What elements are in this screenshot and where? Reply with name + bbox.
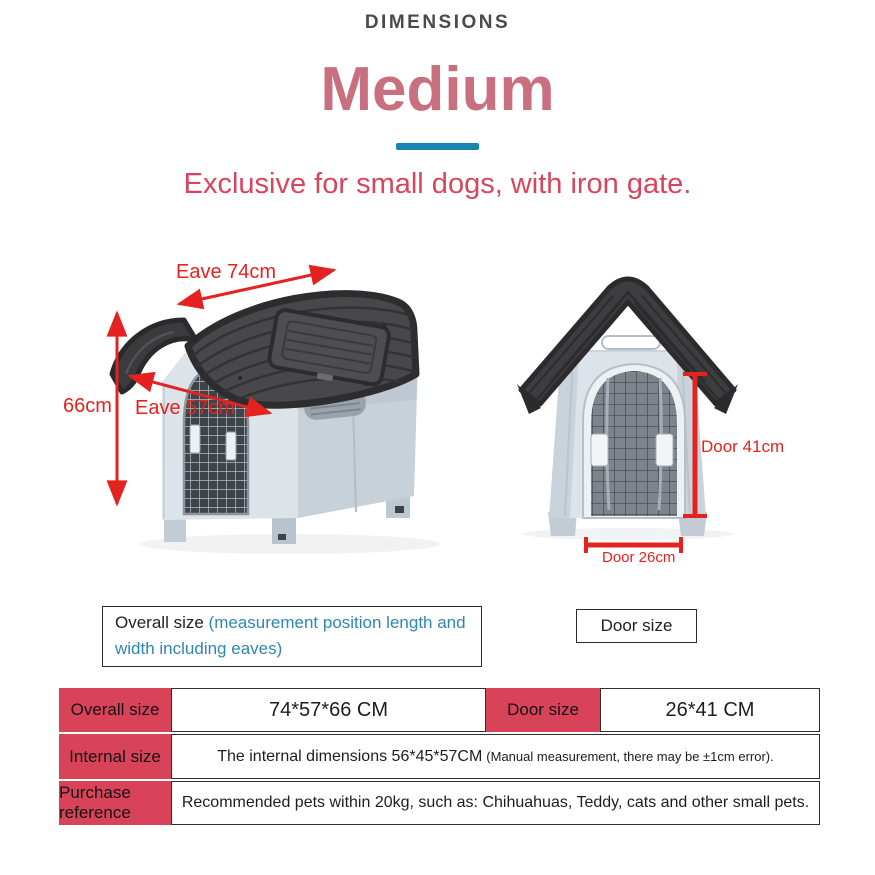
divider-bar <box>396 143 479 150</box>
door-width-label: Door 26cm <box>602 549 676 566</box>
table-row1-value-door: 26*41 CM <box>600 688 820 732</box>
door-size-callout-label: Door size <box>600 616 673 635</box>
eave-depth-label: Eave 57cm <box>135 397 236 419</box>
table-row1-value-overall: 74*57*66 CM <box>171 688 486 732</box>
dog-house-front-view-image <box>515 272 740 540</box>
gate-latch-right <box>226 432 236 460</box>
eave-width-label: Eave 74cm <box>176 261 277 283</box>
overall-size-callout <box>102 606 482 667</box>
door-size-callout <box>576 609 697 643</box>
wire-gate <box>583 364 685 518</box>
table-row3-label-reference: Purchase reference <box>59 781 171 825</box>
gate-latch-left <box>591 434 608 466</box>
page-subtitle: Exclusive for small dogs, with iron gate. <box>183 168 692 200</box>
overall-size-callout-label: Overall size <box>115 613 204 632</box>
internal-size-note: (Manual measurement, there may be ±1cm error). <box>486 749 774 764</box>
gate-latch-right <box>656 434 673 466</box>
top-handle-slot <box>602 336 660 349</box>
page-title: Medium <box>320 55 555 124</box>
overall-size-callout-note: (measurement position length and width including eaves) <box>115 613 466 658</box>
table-row1-label-overall: Overall size <box>59 688 171 732</box>
table-row2-value-internal <box>171 734 820 779</box>
table-row3-value-reference: Recommended pets within 20kg, such as: Chihuahuas, Teddy, cats and other small pets. <box>171 781 820 825</box>
section-kicker: DIMENSIONS <box>364 12 511 33</box>
height-label: 66cm <box>63 395 112 417</box>
internal-size-text: The internal dimensions 56*45*57CM <box>217 747 483 765</box>
table-row1-label-door: Door size <box>486 688 600 732</box>
gate-latch-left <box>190 425 200 453</box>
dog-house-side-view-image <box>100 282 475 577</box>
door-height-label: Door 41cm <box>701 437 785 456</box>
table-row2-label-internal: Internal size <box>59 734 171 779</box>
